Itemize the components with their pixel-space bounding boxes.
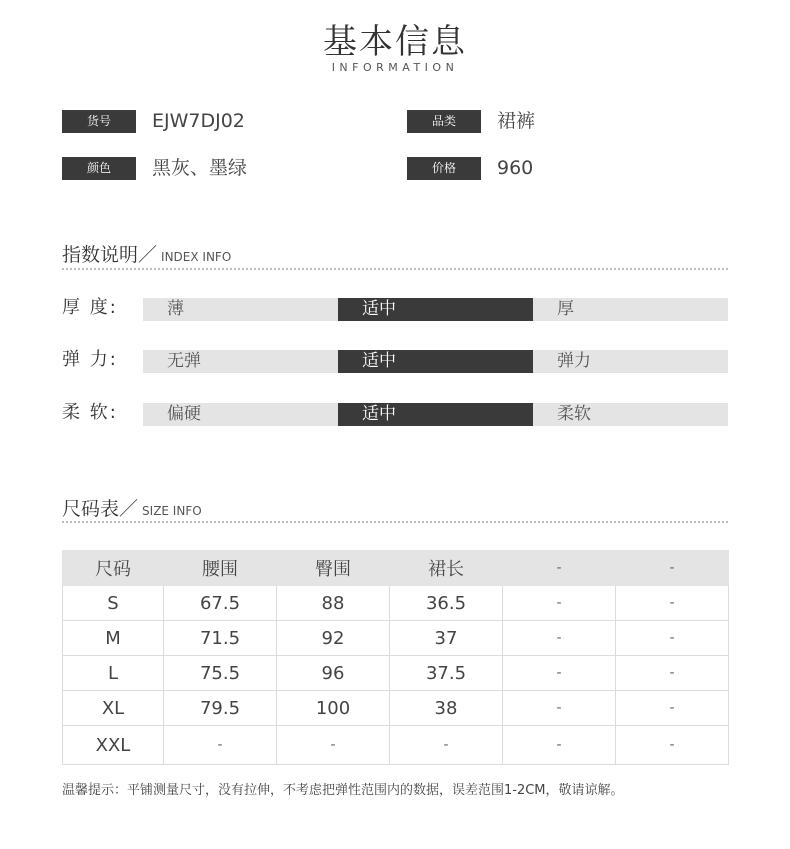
header-length: 裙长 — [390, 551, 503, 586]
thickness-label: 厚 度: — [62, 297, 118, 318]
thickness-scale — [143, 298, 728, 321]
size-cell: M — [63, 621, 164, 656]
waist-cell: 75.5 — [164, 656, 277, 691]
hip-cell: 92 — [277, 621, 390, 656]
hip-cell: 88 — [277, 586, 390, 621]
header-waist: 腰围 — [164, 551, 277, 586]
length-cell: 37.5 — [390, 656, 503, 691]
hip-cell: 100 — [277, 691, 390, 726]
measurement-note: 温馨提示：平铺测量尺寸，没有拉伸，不考虑把弹性范围内的数据，误差范围1-2CM，敬请谅解。 — [62, 783, 624, 798]
item-number-value: EJW7DJ02 — [152, 110, 245, 132]
waist-cell: 67.5 — [164, 586, 277, 621]
page-subtitle: INFORMATION — [331, 61, 459, 74]
size-section-header — [62, 494, 202, 521]
length-cell: 38 — [390, 691, 503, 726]
category-value: 裙裤 — [497, 110, 536, 132]
thickness-option-medium: 适中 — [338, 298, 533, 321]
thickness-option-thin: 薄 — [167, 299, 184, 319]
size-cell: XXL — [63, 726, 164, 765]
header-blank-1: - — [503, 551, 616, 586]
price-tag: 价格 — [407, 157, 481, 180]
size-cell: XL — [63, 691, 164, 726]
size-cell: L — [63, 656, 164, 691]
softness-label: 柔 软: — [62, 402, 118, 423]
category-tag: 品类 — [407, 110, 481, 133]
blank-cell: - — [503, 586, 616, 621]
elasticity-scale — [143, 350, 728, 373]
blank-cell: - — [616, 621, 729, 656]
length-cell: - — [390, 726, 503, 765]
blank-cell: - — [616, 586, 729, 621]
waist-cell: - — [164, 726, 277, 765]
blank-cell: - — [616, 726, 729, 765]
index-section-header — [62, 240, 231, 267]
blank-cell: - — [503, 691, 616, 726]
softness-option-soft: 柔软 — [557, 404, 591, 424]
softness-scale — [143, 403, 728, 426]
length-cell: 37 — [390, 621, 503, 656]
color-value: 黑灰、墨绿 — [152, 157, 248, 179]
page-title: 基本信息 — [323, 22, 467, 62]
length-cell: 36.5 — [390, 586, 503, 621]
blank-cell: - — [503, 621, 616, 656]
waist-cell: 79.5 — [164, 691, 277, 726]
size-table-header-row — [63, 551, 729, 586]
thickness-option-thick: 厚 — [557, 299, 574, 319]
softness-option-medium: 适中 — [338, 403, 533, 426]
table-row — [63, 621, 729, 656]
price-value: 960 — [497, 157, 534, 179]
header-size: 尺码 — [63, 551, 164, 586]
size-table — [62, 550, 729, 765]
table-row — [63, 726, 729, 765]
table-row — [63, 586, 729, 621]
blank-cell: - — [616, 691, 729, 726]
size-section-subtitle: SIZE INFO — [142, 504, 202, 518]
hip-cell: 96 — [277, 656, 390, 691]
size-section-divider — [62, 521, 728, 523]
size-section-slash: ／ — [119, 498, 139, 520]
elasticity-option-medium: 适中 — [338, 350, 533, 373]
blank-cell: - — [503, 726, 616, 765]
index-section-divider — [62, 268, 728, 270]
blank-cell: - — [616, 656, 729, 691]
table-row — [63, 691, 729, 726]
table-row — [63, 656, 729, 691]
waist-cell: 71.5 — [164, 621, 277, 656]
index-section-title: 指数说明 — [62, 244, 139, 266]
color-tag: 颜色 — [62, 157, 136, 180]
index-section-slash: ／ — [138, 244, 158, 266]
hip-cell: - — [277, 726, 390, 765]
header-blank-2: - — [616, 551, 729, 586]
elasticity-label: 弹 力: — [62, 349, 118, 370]
size-cell: S — [63, 586, 164, 621]
elasticity-option-stretch: 弹力 — [557, 351, 591, 371]
blank-cell: - — [503, 656, 616, 691]
size-section-title: 尺码表 — [62, 498, 120, 520]
elasticity-option-none: 无弹 — [167, 351, 201, 371]
header-hip: 臀围 — [277, 551, 390, 586]
index-section-subtitle: INDEX INFO — [161, 250, 232, 264]
item-number-tag: 货号 — [62, 110, 136, 133]
softness-option-firm: 偏硬 — [167, 404, 201, 424]
